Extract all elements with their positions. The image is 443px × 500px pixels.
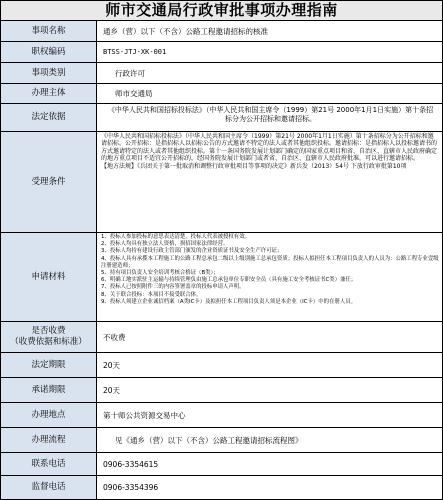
value-contact: 0906-3354615 <box>103 459 159 469</box>
label-materials: 申请材料 <box>1 233 97 321</box>
value-fee: 不收费 <box>103 332 126 342</box>
value-materials <box>97 233 442 306</box>
material-item: 5、持有项目负责人安全培训考核合格证（B类）； <box>101 270 219 277</box>
value-promised-term: 20天 <box>103 385 121 395</box>
label-legal-term: 法定期限 <box>1 353 97 377</box>
label-subject: 办理主体 <box>1 84 97 103</box>
value-conditions <box>97 132 442 170</box>
value-item-name: 通乡（营）以下（不含）公路工程邀请招标的核准 <box>103 26 268 36</box>
conditions-notice: 【地方法规】《兵团关于第一批取消和调整行政审批项目等事项的决定》新兵发（2013）54号 下放行政审批第10项 <box>101 162 407 170</box>
value-basis: 《中华人民共和国招标投标法》（中华人民共和国主席令（1999）第21号 2000年1月1日实施）第十条招标分为公开招标和邀请招标。 <box>107 106 434 123</box>
value-legal-term: 20天 <box>103 360 121 370</box>
value-code: BTSS-JTJ-XK-001 <box>103 48 167 56</box>
material-item: 6、明确工地实派驻主运输与持续管理负由施工总承包单位专职安全员（具有施工安全考核证书C类）兼任； <box>101 277 357 284</box>
row-promised-term <box>1 378 442 403</box>
value-supervise: 0906-3354396 <box>103 483 159 492</box>
row-subject <box>1 84 442 104</box>
value-subject: 师市交通局 <box>115 89 153 98</box>
row-code <box>1 42 442 63</box>
row-category <box>1 63 442 84</box>
material-item: 9、投标人须建立企业诚信档案（A类IC卡）及拟担任本工程项目负责人须是本企业（IC卡）中的在册人员。 <box>101 298 357 305</box>
value-category: 行政许可 <box>115 68 145 78</box>
material-item: 8、关于联合投标：本项目不接受联合体。 <box>101 291 202 298</box>
page-title: 师市交通局行政审批事项办理指南 <box>1 1 442 21</box>
row-conditions <box>1 132 442 233</box>
label-item-name: 事项名称 <box>1 21 97 41</box>
row-supervise <box>1 476 442 499</box>
material-item: 2、投标人均具有独立法人资格，损招国家法律经营。 <box>101 241 229 248</box>
label-fee <box>1 322 97 352</box>
label-promised-term: 承诺期限 <box>1 378 97 402</box>
material-item: 7、投标人已按照附件三的内容签署盖章的投标申请人声明。 <box>101 284 245 291</box>
row-process <box>1 428 442 453</box>
label-code: 职权编码 <box>1 42 97 62</box>
row-fee <box>1 322 442 353</box>
label-basis: 法定依据 <box>1 104 97 131</box>
label-conditions: 受理条件 <box>1 132 97 232</box>
value-process: 见《通乡（营）以下（不含）公路工程邀请招标流程图》 <box>115 435 303 445</box>
row-materials <box>1 233 442 322</box>
material-item: 3、投标人均持有建设行政主管部门颁发的企业资质证书及安全生产许可证； <box>101 248 283 255</box>
row-location <box>1 403 442 428</box>
label-supervise: 监督电话 <box>1 476 97 499</box>
label-contact: 联系电话 <box>1 453 97 475</box>
value-location: 第十师公共资源交易中心 <box>103 410 186 420</box>
material-item: 1、投标人参加投标的意思表达清楚，投标人代表被授权有效。 <box>101 234 250 240</box>
label-category: 事项类别 <box>1 63 97 83</box>
row-contact <box>1 453 442 476</box>
label-location: 办理地点 <box>1 403 97 427</box>
row-basis <box>1 104 442 132</box>
material-item: 4、投标人具有承揽本工程施工的公路工程总承包二级以上级别施工总承包资质；投标人拟担任本工程项目负责人的人员为：公路工程专业壹级注册建造师； <box>101 255 439 269</box>
label-process: 办理流程 <box>1 428 97 452</box>
conditions-text: 《中华人民共和国招标投标法》（中华人民共和国主席令（1999）第21号 2000年1月1日实施）第十条招标分为公开招标和邀请招标。公开招标：是指招标人以招标公告的方式邀请不特定的法人或者其他组织投标。邀请招标：是指招标人以投标邀请书的方式邀请特定的法人或者其他组织投标。第十一条国务院发展计划部门确定的国家重点项目和省、自治区、直辖市人民政府确定的地方重点项目不适宜公开招标的，经国务院发展计划部门或者省、自治区、直辖市人民政府批准，可以进行邀请招标。 <box>101 133 438 163</box>
label-fee-text: 是否收费 （收费依据和标准） <box>10 326 87 347</box>
row-item-name <box>1 21 442 42</box>
row-legal-term <box>1 353 442 378</box>
